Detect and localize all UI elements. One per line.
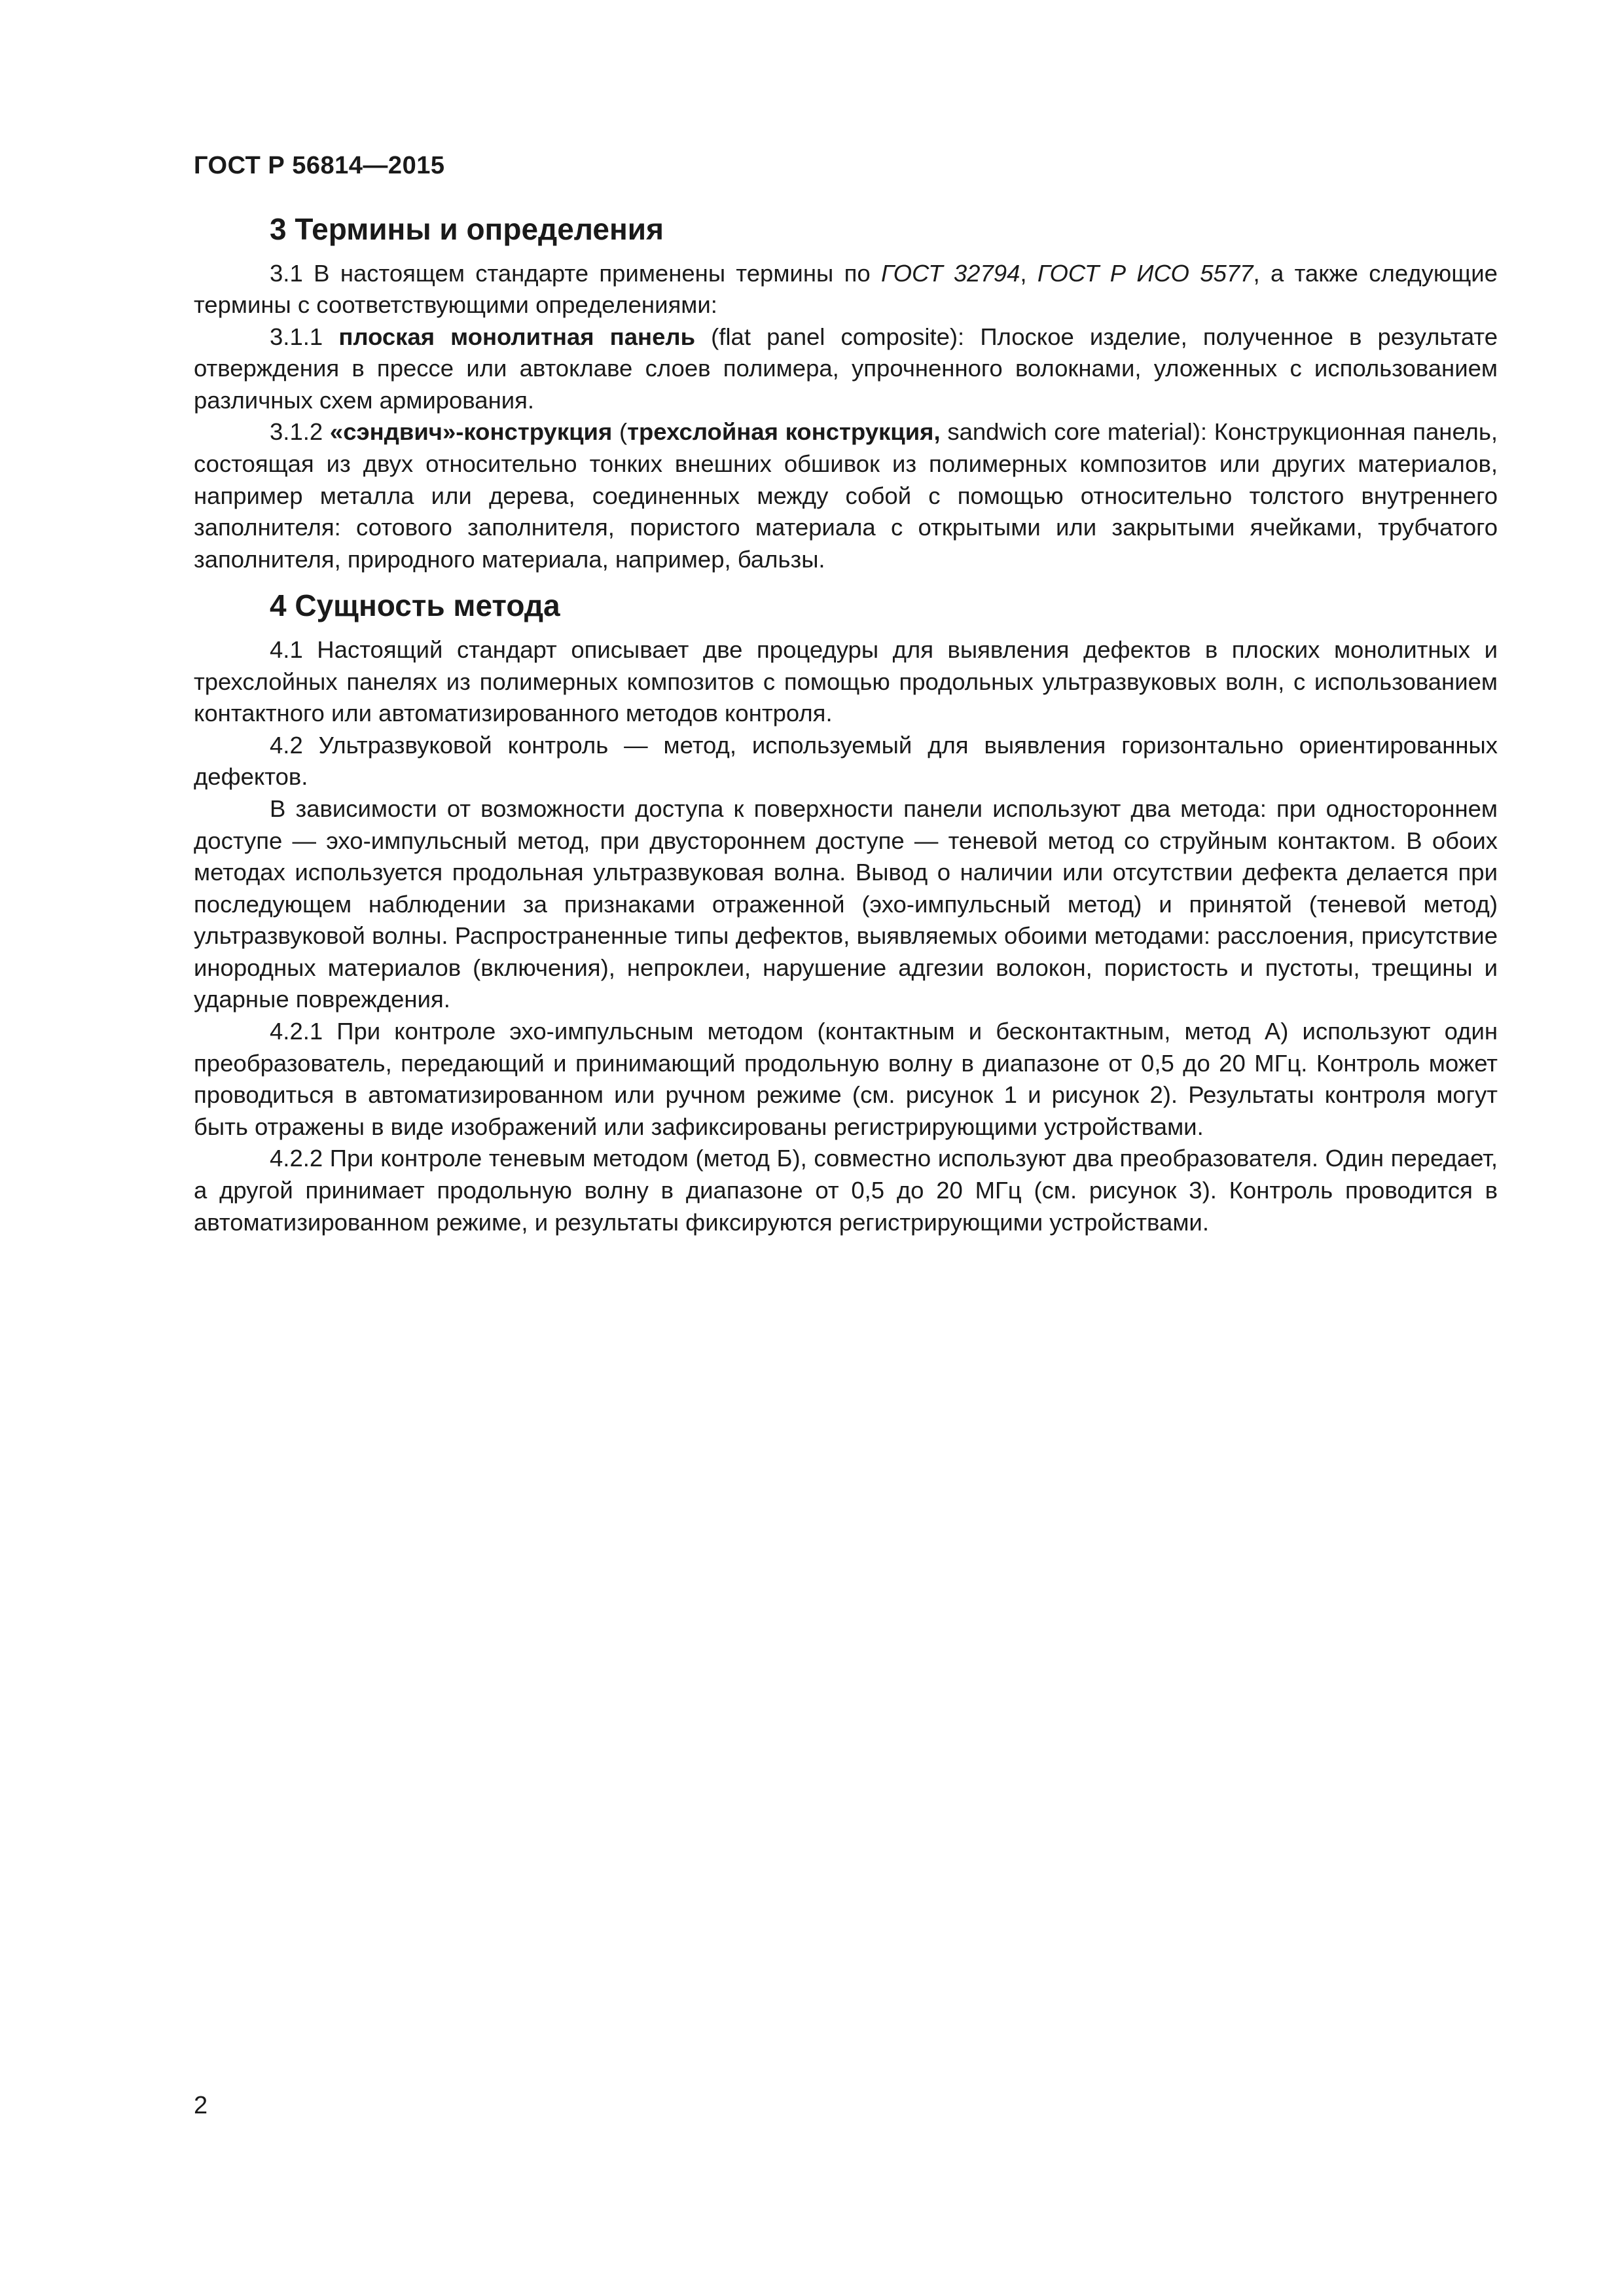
paragraph-4-2-2: 4.2.2 При контроле теневым методом (метод Б), совместно используют два преобразователя. Один передает, а другой принимает продольную волну в диапазоне от 0,5 до 20 МГц (см. рисунок 3). Контроль проводится в автоматизированном режиме, и результаты фиксируются регистрирующими устройствами. [194,1145,1498,1236]
term-sandwich: «сэндвич»-конструкция [329,418,613,446]
section-3-title: 3 Термины и определения [270,212,664,246]
paragraph-4-1: 4.1 Настоящий стандарт описывает две процедуры для выявления дефектов в плоских монолитных и трехслойных панелях из полимерных композитов с помощью продольных ультразвуковых волн, с использованием контактного или автоматизированного методов контроля. [194,636,1498,727]
page-number: 2 [194,2092,208,2119]
paragraph-3-1-text: 3.1 В настоящем стандарте применены термины по [270,259,882,287]
reference-gost-32794: ГОСТ 32794 [881,259,1020,287]
paragraph-3-1-tail: , а также следующие термины с соответствующими определениями: [194,259,1498,319]
definition-sandwich: sandwich core material): Конструкционная панель, состоящая из двух относительно тонких внешних обшивок из полимерных композитов или других материалов, например металла или дерева, соединенных между собой с помощью относительно толстого внутреннего заполнителя: сотового заполнителя, пористого материала с открытыми или закрытыми ячейками, трубчатого заполнителя, природного материала, например, бальзы. [194,418,1498,573]
paragraph-3-1-1 [194,321,1498,417]
reference-separator: , [1020,259,1038,287]
document-code-header: ГОСТ Р 56814—2015 [194,152,445,179]
paragraph-4-2: 4.2 Ультразвуковой контроль — метод, используемый для выявления горизонтально ориентированных дефектов. [194,731,1498,791]
term-flat-panel: плоская монолитная панель [338,323,696,350]
term-sandwich-paren: ( [612,418,628,446]
reference-gost-iso-5577: ГОСТ Р ИСО 5577 [1037,259,1254,287]
clause-number-3-1-1: 3.1.1 [270,323,339,350]
paragraph-3-1-2 [194,416,1498,575]
section-4-title: 4 Сущность метода [270,588,560,623]
clause-number-3-1-2: 3.1.2 [270,418,330,446]
paragraph-4-2-1: 4.2.1 При контроле эхо-импульсным методом (контактным и бесконтактным, метод А) используют один преобразователь, передающий и принимающий продольную волну в диапазоне от 0,5 до 20 МГц. Контроль может проводиться в автоматизированном или ручном режиме (см. рисунок 1 и рисунок 2). Результаты контроля могут быть отражены в виде изображений или зафиксированы регистрирующими устройствами. [194,1018,1498,1140]
term-three-layer: трехслойная конструкция, [627,418,941,446]
paragraph-3-1 [194,258,1498,321]
definition-flat-panel: (flat panel composite): Плоское изделие, полученное в результате отверждения в прессе или автоклаве слоев полимера, упрочненного волокнами, уложенных с использованием различных схем армирования. [194,323,1498,414]
document-body [194,211,1498,1238]
paragraph-4-2-methods: В зависимости от возможности доступа к поверхности панели используют два метода: при одностороннем доступе — эхо-импульсный метод, при двустороннем доступе — теневой метод со струйным контактом. В обоих методах используется продольная ультразвуковая волна. Вывод о наличии или отсутствии дефекта делается при последующем наблюдении за признаками отраженной (эхо-импульсный метод) и принятой (теневой метод) ультразвуковой волны. Распространенные типы дефектов, выявляемых обоими методами: расслоения, присутствие инородных материалов (включения), непроклеи, нарушение адгезии волокон, пористость и пустоты, трещины и ударные повреждения. [194,795,1498,1013]
